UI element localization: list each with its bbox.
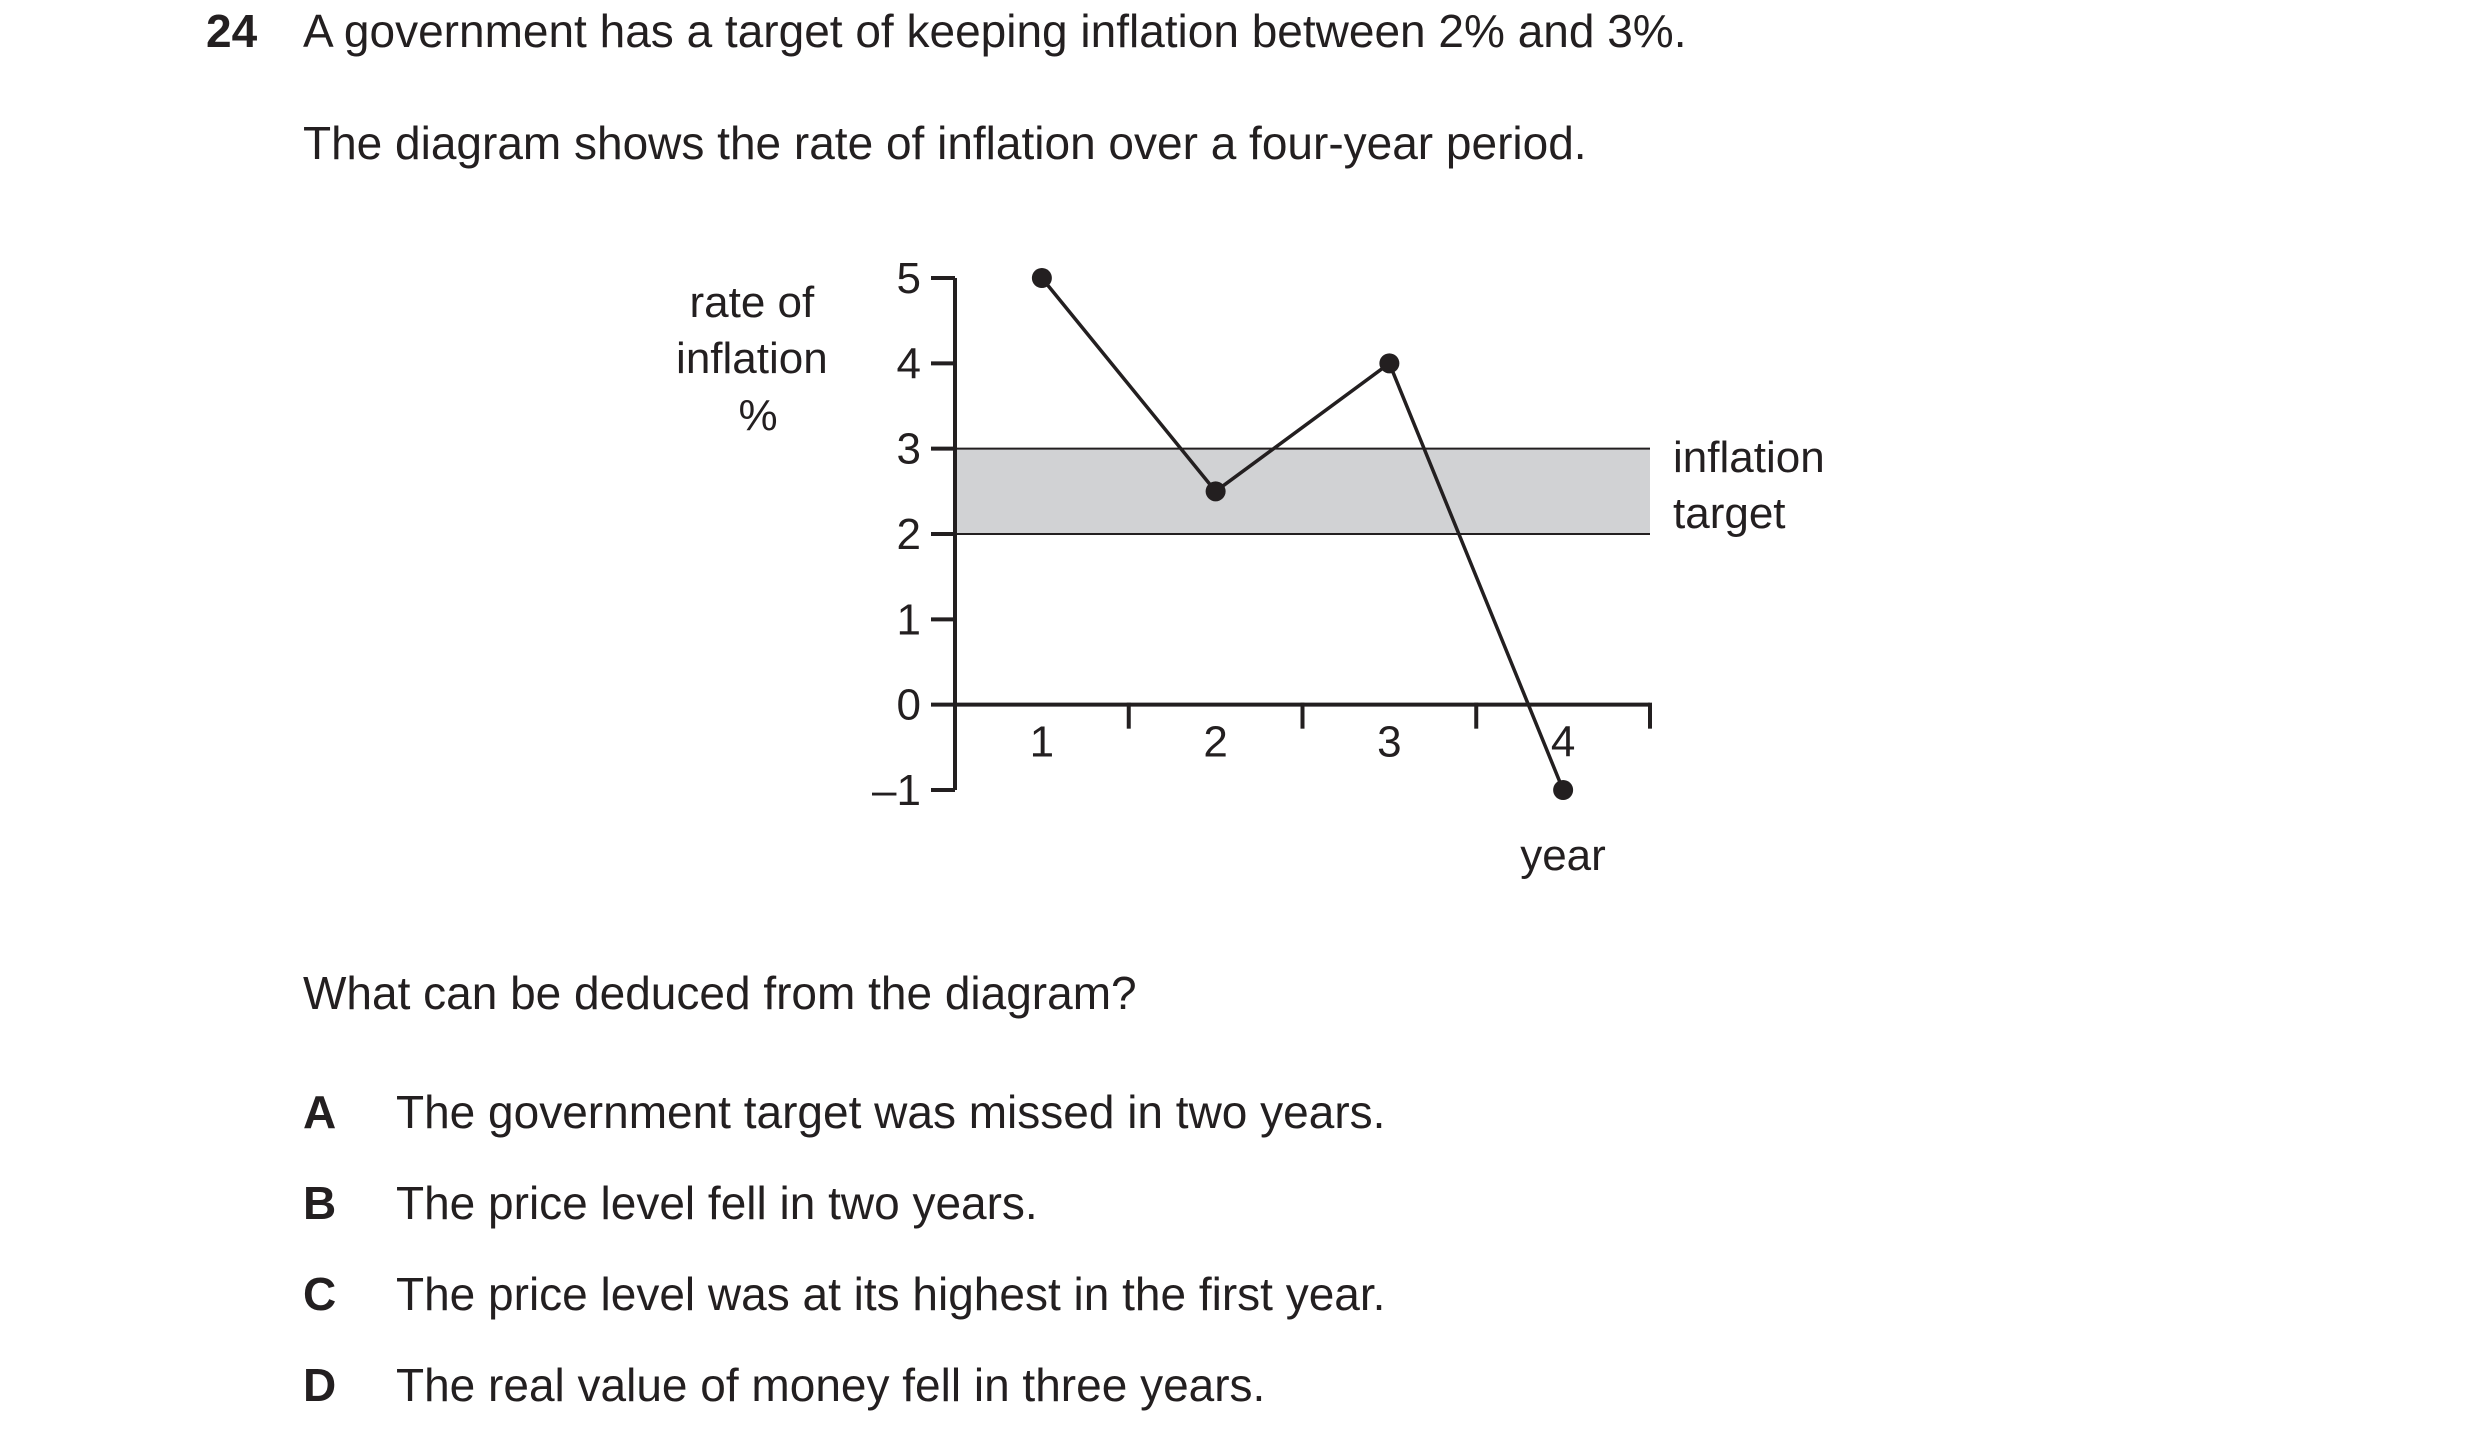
inflation-target-label-line: inflation [1673, 433, 1825, 482]
question-stem: A government has a target of keeping inflation between 2% and 3%. [303, 5, 1687, 57]
y-axis-label-line: rate of [689, 278, 815, 327]
data-point [1032, 268, 1052, 288]
y-axis-label-line: inflation [676, 334, 828, 383]
y-tick-label: 3 [896, 424, 921, 474]
question-number: 24 [206, 5, 258, 57]
data-point [1553, 780, 1573, 800]
y-tick-label: 1 [896, 595, 921, 645]
x-axis-label: year [1520, 831, 1606, 880]
x-tick-label: 1 [1029, 717, 1055, 767]
y-tick-label: 2 [896, 510, 921, 559]
x-axis-ticks [1030, 703, 1650, 767]
question-intro: The diagram shows the rate of inflation over a four-year period. [303, 117, 1587, 169]
option-d-text[interactable]: The real value of money fell in three years. [396, 1359, 1266, 1411]
y-tick-label: 4 [896, 339, 921, 389]
x-tick-label: 4 [1550, 717, 1576, 767]
option-b-letter[interactable]: B [303, 1177, 337, 1229]
option-a-letter[interactable]: A [303, 1086, 337, 1138]
x-tick-label: 3 [1377, 717, 1402, 767]
y-tick-label: 5 [896, 254, 921, 303]
y-axis-label [676, 278, 840, 440]
y-tick-label: 0 [896, 680, 921, 730]
question-prompt: What can be deduced from the diagram? [303, 967, 1137, 1019]
y-tick-label: –1 [872, 766, 921, 815]
y-axis-label-line: % [738, 391, 778, 440]
option-c-letter[interactable]: C [303, 1268, 337, 1320]
option-a-text[interactable]: The government target was missed in two years. [396, 1086, 1386, 1138]
inflation-target-band [955, 449, 1650, 534]
option-c-text[interactable]: The price level was at its highest in the first year. [396, 1268, 1386, 1320]
inflation-target-label [1673, 433, 1837, 538]
data-point [1379, 353, 1399, 373]
data-point [1206, 481, 1226, 501]
inflation-target-label-line: target [1673, 489, 1786, 538]
option-b-text[interactable]: The price level fell in two years. [396, 1177, 1038, 1229]
option-d-letter[interactable]: D [303, 1359, 337, 1411]
y-axis-ticks [872, 254, 955, 815]
x-tick-label: 2 [1203, 717, 1228, 767]
